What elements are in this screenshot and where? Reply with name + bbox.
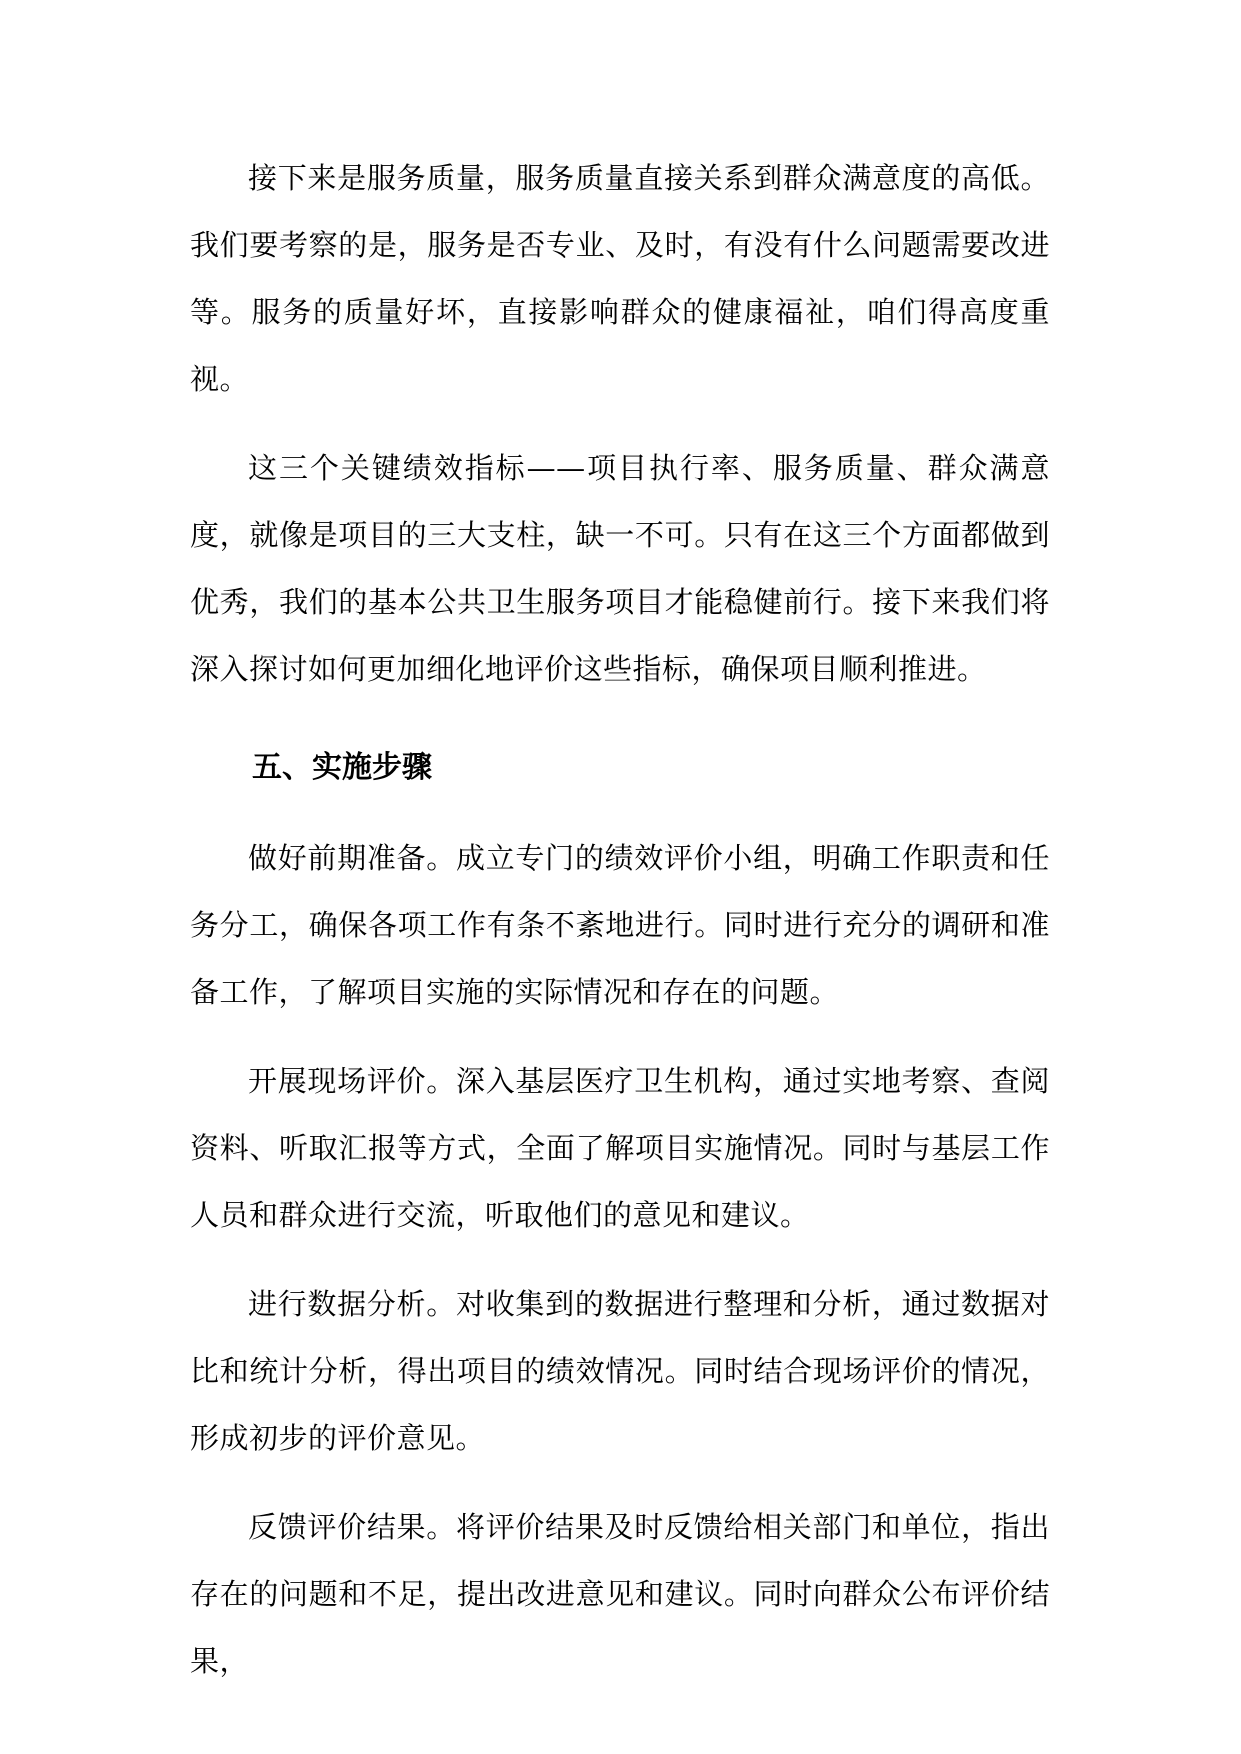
section-heading-implementation-steps: 五、实施步骤 — [252, 750, 432, 785]
body-paragraph-three-indicators: 这三个关键绩效指标——项目执行率、服务质量、群众满意度，就像是项目的三大支柱，缺一不可。只有在这三个方面都做到优秀，我们的基本公共卫生服务项目才能稳健前行。接下来我们将深入探讨如何更加细化地评价这些指标，确保项目顺利推进。 — [190, 451, 1050, 686]
body-paragraph-field-evaluation: 开展现场评价。深入基层医疗卫生机构，通过实地考察、查阅资料、听取汇报等方式，全面了解项目实施情况。同时与基层工作人员和群众进行交流，听取他们的意见和建议。 — [190, 1064, 1050, 1232]
document-body — [190, 145, 1050, 1717]
body-paragraph-feedback: 反馈评价结果。将评价结果及时反馈给相关部门和单位，指出存在的问题和不足，提出改进意见和建议。同时向群众公布评价结果， — [190, 1510, 1050, 1678]
body-paragraph-preparation: 做好前期准备。成立专门的绩效评价小组，明确工作职责和任务分工，确保各项工作有条不紊地进行。同时进行充分的调研和准备工作，了解项目实施的实际情况和存在的问题。 — [190, 841, 1050, 1009]
body-paragraph-service-quality: 接下来是服务质量，服务质量直接关系到群众满意度的高低。我们要考察的是，服务是否专业、及时，有没有什么问题需要改进等。服务的质量好坏，直接影响群众的健康福祉，咱们得高度重视。 — [190, 161, 1050, 396]
body-paragraph-data-analysis: 进行数据分析。对收集到的数据进行整理和分析，通过数据对比和统计分析，得出项目的绩效情况。同时结合现场评价的情况，形成初步的评价意见。 — [190, 1287, 1050, 1455]
